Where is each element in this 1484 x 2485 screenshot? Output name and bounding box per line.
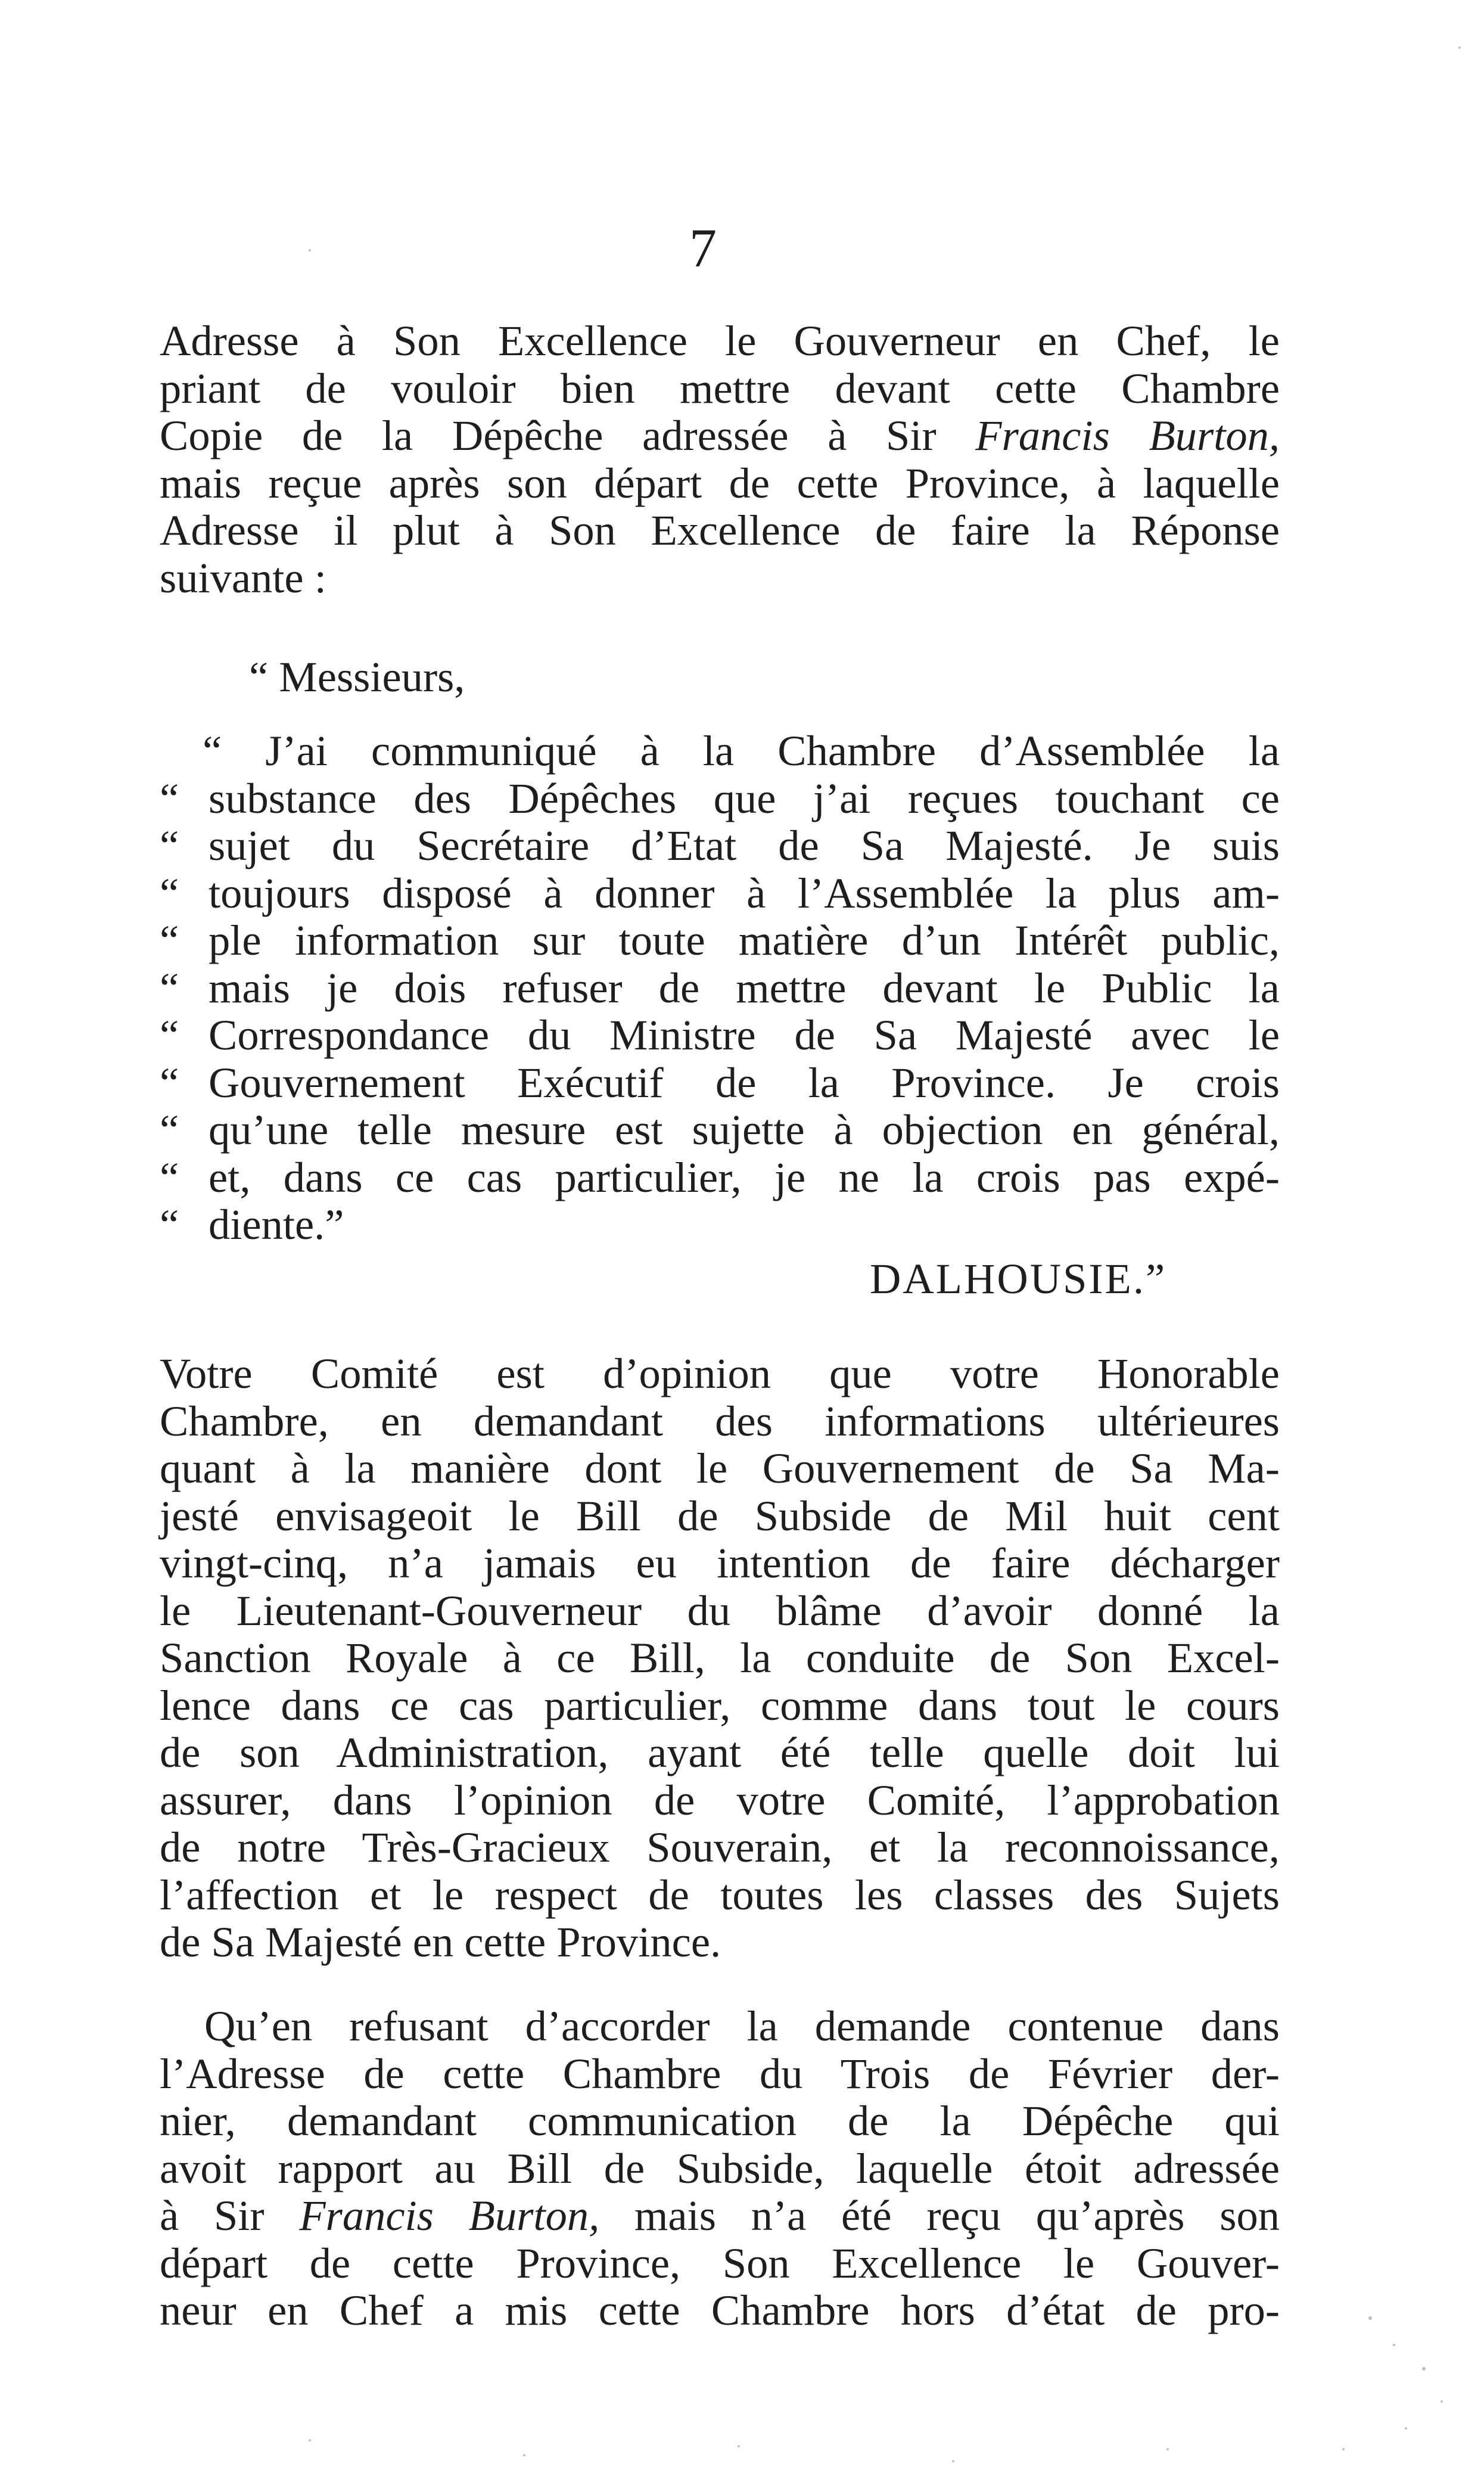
text-line: départ de cette Province, Son Excellence le Gouver-	[160, 2238, 1280, 2287]
quote-mark: “	[160, 963, 179, 1012]
text-line: quant à la manière dont le Gouvernement de Sa Ma-	[160, 1444, 1280, 1492]
quote-text: ple information sur toute matière d’un Intérêt public,	[209, 916, 1280, 964]
quote-mark: “	[160, 821, 179, 869]
quote-mark: “	[160, 1200, 179, 1248]
text-line: de notre Très-Gracieux Souverain, et la reconnoissance,	[160, 1823, 1280, 1871]
text-line: neur en Chef a mis cette Chambre hors d’état de pro-	[160, 2286, 1280, 2334]
text-run: Copie de la Dépêche adressée à Sir	[160, 411, 976, 459]
quote-line	[160, 1059, 1280, 1107]
italic-name: Francis Burton,	[975, 411, 1280, 459]
text-run: à Sir	[160, 2191, 300, 2239]
text-line: Qu’en refusant d’accorder la demande contenue dans	[204, 2002, 1280, 2050]
quote-line	[160, 1011, 1280, 1059]
text-line	[160, 412, 1280, 459]
text-line: Adresse à Son Excellence le Gouverneur en Chef, le	[160, 316, 1280, 365]
quote-mark: “	[160, 868, 179, 917]
text-line: Chambre, en demandant des informations ultérieures	[160, 1396, 1280, 1445]
text-line: de son Administration, ayant été telle quelle doit lui	[160, 1728, 1280, 1776]
paragraph-address-request	[160, 317, 1280, 601]
text-line: l’Adresse de cette Chambre du Trois de Février der-	[160, 2049, 1280, 2098]
quote-line	[160, 1106, 1280, 1154]
text-line	[160, 2192, 1280, 2239]
page-number: 7	[689, 218, 717, 278]
quote-text: “ J’ai communiqué à la Chambre d’Assemblée la	[203, 726, 1280, 775]
text-line: avoit rapport au Bill de Subside, laquelle étoit adressée	[160, 2144, 1280, 2192]
text-line: de Sa Majesté en cette Province.	[160, 1918, 721, 1966]
quote-line	[160, 1154, 1280, 1201]
text-line: nier, demandant communication de la Dépêche qui	[160, 2096, 1280, 2145]
text-line: Sanction Royale à ce Bill, la conduite de Son Excel-	[160, 1633, 1280, 1682]
quote-line	[160, 822, 1280, 869]
salutation: “ Messieurs,	[249, 653, 465, 701]
quote-text: sujet du Secrétaire d’Etat de Sa Majesté. Je suis	[209, 821, 1280, 869]
text-line: suivante :	[160, 553, 326, 602]
quote-line	[160, 917, 1280, 964]
quote-line	[160, 727, 1280, 775]
quote-line	[160, 1201, 1280, 1248]
quote-text: Gouvernement Exécutif de la Province. Je crois	[209, 1058, 1280, 1107]
quote-line	[160, 869, 1280, 917]
text-line: lence dans ce cas particulier, comme dans tout le cours	[160, 1681, 1280, 1729]
quote-text: substance des Dépêches que j’ai reçues touchant ce	[209, 774, 1280, 822]
text-line: Votre Comité est d’opinion que votre Honorable	[160, 1349, 1280, 1397]
text-line: mais reçue après son départ de cette Province, à laquelle	[160, 458, 1280, 507]
quote-text: qu’une telle mesure est sujette à objection en général,	[209, 1105, 1280, 1154]
quote-line	[160, 775, 1280, 822]
text-line: Adresse il plut à Son Excellence de faire la Réponse	[160, 506, 1280, 554]
text-line: l’affection et le respect de toutes les classes des Sujets	[160, 1870, 1280, 1919]
quote-line	[160, 964, 1280, 1012]
text-line: jesté envisageoit le Bill de Subside de Mil huit cent	[160, 1491, 1280, 1540]
quote-mark: “	[160, 1153, 179, 1201]
signature: DALHOUSIE.”	[870, 1254, 1167, 1303]
text-run: mais n’a été reçu qu’après son	[599, 2191, 1280, 2239]
quote-mark: “	[160, 916, 179, 964]
quote-mark: “	[160, 1011, 179, 1059]
quoted-reply	[160, 727, 1280, 1248]
paragraph-refusal	[160, 2002, 1280, 2334]
text-line: assurer, dans l’opinion de votre Comité, l’approbation	[160, 1775, 1280, 1824]
text-line: priant de vouloir bien mettre devant cette Chambre	[160, 364, 1280, 412]
quote-mark: “	[160, 774, 179, 822]
quote-text: Correspondance du Ministre de Sa Majesté avec le	[209, 1011, 1280, 1059]
quote-mark: “	[160, 1058, 179, 1107]
quote-text: toujours disposé à donner à l’Assemblée la plus am-	[209, 868, 1280, 917]
quote-mark: “	[160, 1105, 179, 1154]
text-line: vingt-cinq, n’a jamais eu intention de faire décharger	[160, 1539, 1280, 1587]
paragraph-committee-opinion	[160, 1350, 1280, 1966]
text-line: le Lieutenant-Gouverneur du blâme d’avoir donné la	[160, 1586, 1280, 1635]
quote-text: mais je dois refuser de mettre devant le Public la	[209, 963, 1280, 1012]
quote-text: et, dans ce cas particulier, je ne la crois pas expé-	[209, 1153, 1280, 1201]
quote-text: diente.”	[209, 1200, 344, 1248]
italic-name: Francis Burton,	[299, 2191, 600, 2239]
